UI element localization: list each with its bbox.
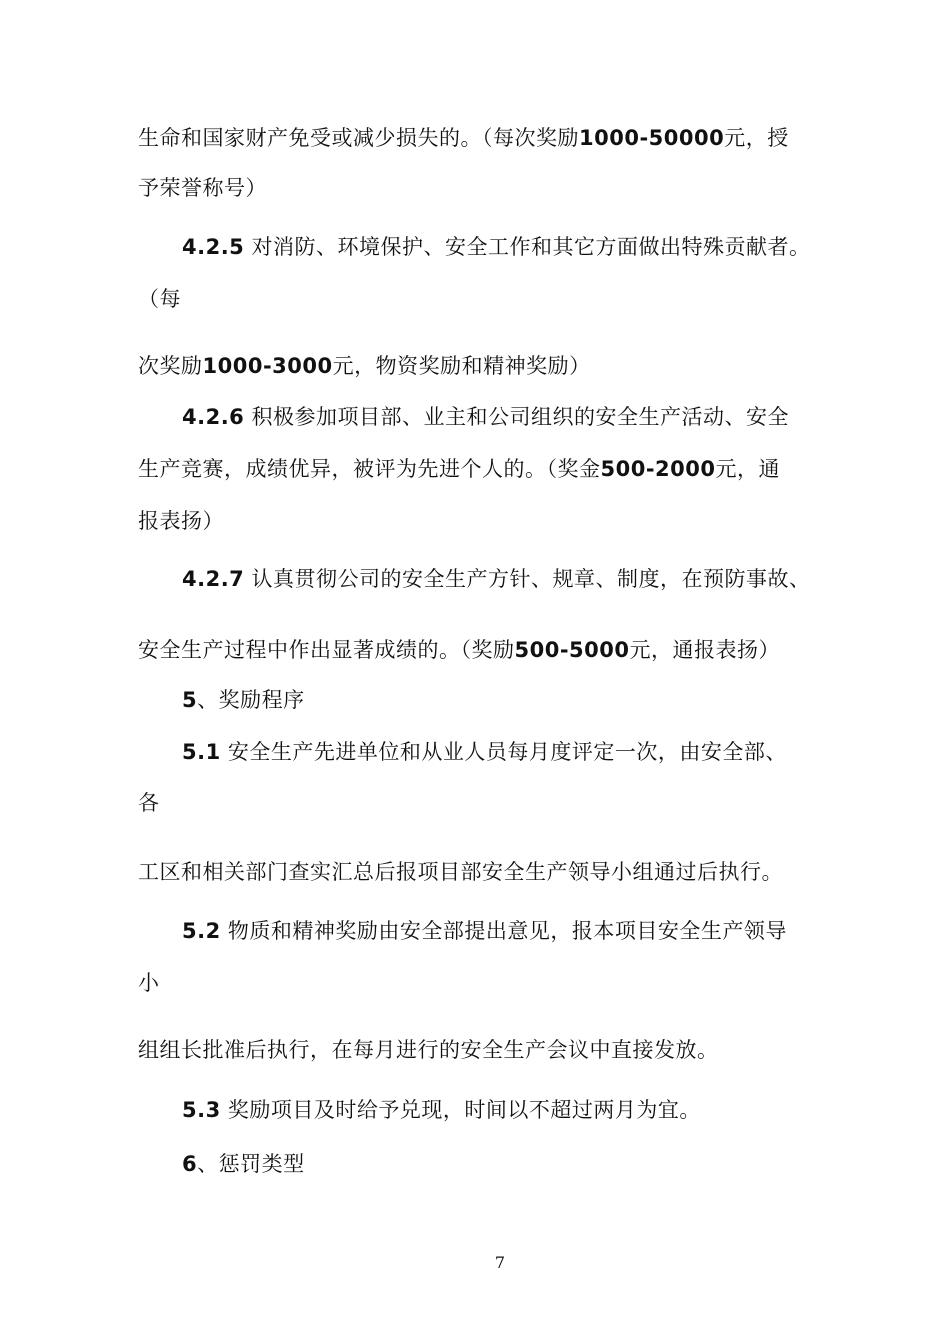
- text-line: 各: [138, 791, 160, 815]
- section-number: 4.2.5: [182, 235, 245, 259]
- section-number: 4.2.7: [182, 567, 245, 591]
- section-number: 5: [182, 688, 198, 712]
- section-5-1: 5.1 安全生产先进单位和从业人员每月度评定一次，由安全部、: [182, 740, 787, 764]
- text-line: 生产竞赛，成绩优异，被评为先进个人的。（奖金500-2000元，通: [138, 457, 780, 481]
- section-5-3: 5.3 奖励项目及时给予兑现，时间以不超过两月为宜。: [182, 1098, 701, 1122]
- section-number: 6: [182, 1152, 198, 1176]
- section-4-2-5: 4.2.5 对消防、环境保护、安全工作和其它方面做出特殊贡献者。: [182, 235, 811, 259]
- section-number: 4.2.6: [182, 405, 245, 429]
- text-line: 次奖励1000-3000元，物资奖励和精神奖励）: [138, 354, 591, 378]
- text-line: 生命和国家财产免受或减少损失的。（每次奖励1000-50000元，授: [138, 126, 789, 150]
- section-4-2-6: 4.2.6 积极参加项目部、业主和公司组织的安全生产活动、安全: [182, 405, 789, 429]
- text-line: 予荣誉称号）: [138, 176, 267, 200]
- section-number: 5.3: [182, 1098, 221, 1122]
- text-line: （每: [138, 287, 181, 311]
- section-5-heading: 5、奖励程序: [182, 688, 305, 712]
- text-line: 安全生产过程中作出显著成绩的。（奖励500-5000元，通报表扬）: [138, 638, 780, 662]
- section-number: 5.2: [182, 919, 221, 943]
- text-line: 小: [138, 971, 160, 995]
- section-6-heading: 6、惩罚类型: [182, 1152, 305, 1176]
- section-5-2: 5.2 物质和精神奖励由安全部提出意见，报本项目安全生产领导: [182, 919, 787, 943]
- text-line: 报表扬）: [138, 509, 224, 533]
- text-line: 组组长批准后执行，在每月进行的安全生产会议中直接发放。: [138, 1038, 719, 1062]
- text-line: 工区和相关部门查实汇总后报项目部安全生产领导小组通过后执行。: [138, 860, 783, 884]
- section-4-2-7: 4.2.7 认真贯彻公司的安全生产方针、规章、制度，在预防事故、: [182, 567, 811, 591]
- section-number: 5.1: [182, 740, 221, 764]
- page-number: 7: [494, 1253, 506, 1272]
